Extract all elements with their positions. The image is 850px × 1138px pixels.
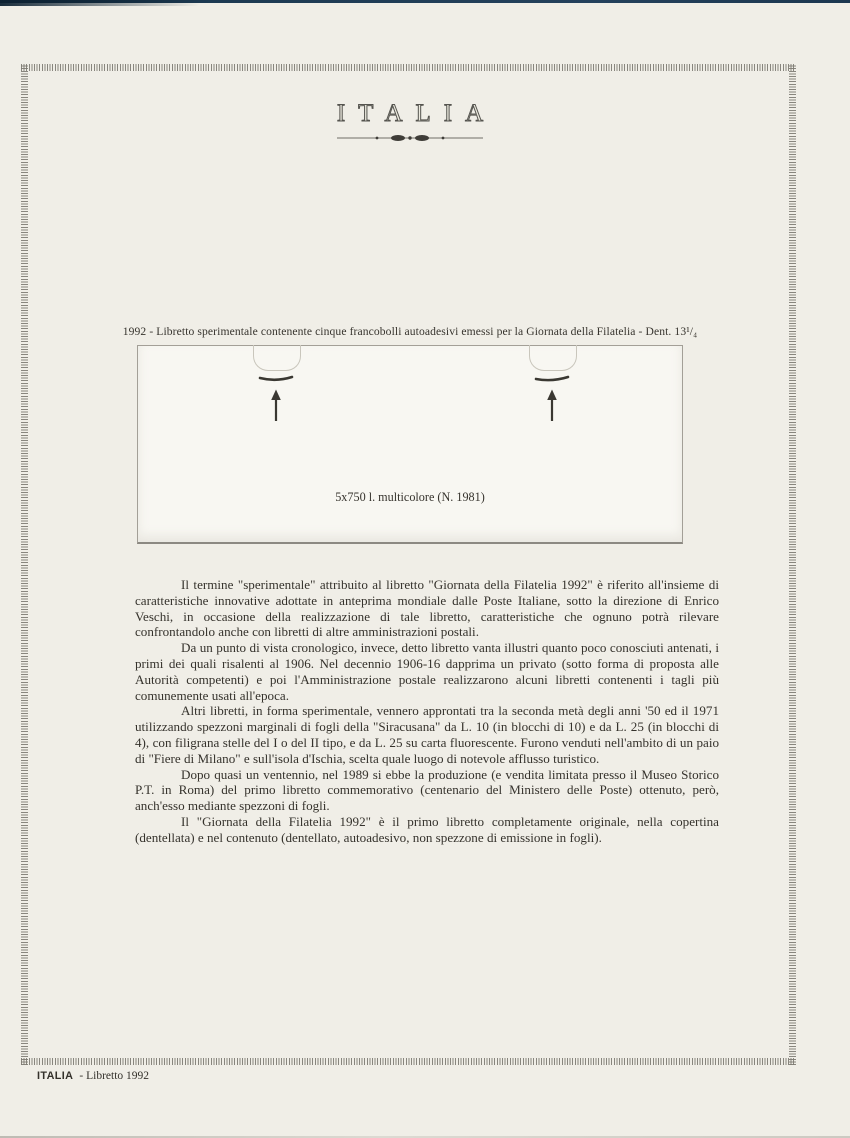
page-header xyxy=(110,100,710,144)
perforated-border-bottom xyxy=(21,1058,796,1065)
arrow-up-icon xyxy=(268,389,284,423)
article-paragraph: Il termine "sperimentale" attribuito al libretto "Giornata della Filatelia 1992" è riferito all'insieme di caratteristiche innovative adottate in anteprima mondiale dalle Poste Italiane, sotto la direzione di Enrico Veschi, in occasione della realizzazione di tale libretto, caratteristiche che ognuno potrà rilevare confrontandolo anche con libretti di altre amministrazioni postali. xyxy=(135,577,719,640)
arrow-up-icon xyxy=(544,389,560,423)
curve-mark xyxy=(258,375,294,384)
mount-notch xyxy=(253,345,301,371)
perforated-border-left xyxy=(21,64,28,1065)
curve-mark xyxy=(534,375,570,384)
scan-edge-artifact-wedge xyxy=(0,0,200,6)
footer-label: - Libretto 1992 xyxy=(79,1070,150,1082)
footer-brand: ITALIA xyxy=(37,1070,74,1082)
page-title: ITALIA xyxy=(336,100,497,127)
article-paragraph: Dopo quasi un ventennio, nel 1989 si ebbe la produzione (e vendita limitata presso il Museo Storico P.T. in Roma) del primo libretto commemorativo (centenario del Ministero delle Poste) ottenuto, però, anch'esso mediante spezzoni di fogli. xyxy=(135,766,719,814)
perforated-border-right xyxy=(789,64,796,1065)
stamp-mount-box xyxy=(137,345,683,544)
article-paragraph: Da un punto di vista cronologico, invece, detto libretto vanta illustri quanto poco conosciuti antenati, i primi dei quali risalenti al 1906. Nel decennio 1906-16 dapprima un privato (sotto forma di proposta alle Autorità competenti) e poi l'Amministrazione postale realizzarono alcuni libretti contenenti i tagli più comunemente usati all'epoca. xyxy=(135,640,719,703)
article-paragraph: Altri libretti, in forma sperimentale, vennero approntati tra la seconda metà degli anni '50 ed il 1971 utilizzando spezzoni marginali di fogli della "Siracusana" da L. 10 (in blocchi di 10) e da L. 25 (in blocchi di 4), con filigrana stelle del I o del II tipo, e da L. 25 su carta fluorescente. Furono venduti nell'ambito di un paio di "Fiere di Milano" e sull'isola d'Ischia, scelta quale luogo di notevole afflusso turistico. xyxy=(135,703,719,766)
page-footer xyxy=(37,1070,149,1082)
mount-notch xyxy=(529,345,577,371)
plate-caption: 1992 - Libretto sperimentale contenente cinque francobolli autoadesivi emessi per la Giornata della Filatelia - Dent. 13¹/₄ xyxy=(122,325,698,338)
stamp-description: 5x750 l. multicolore (N. 1981) xyxy=(335,490,485,504)
article-paragraph: Il "Giornata della Filatelia 1992" è il primo libretto completamente originale, nella copertina (dentellata) e nel contenuto (dentellato, autoadesivo, non spezzone di emissione in fogli). xyxy=(135,813,719,845)
article-text xyxy=(135,577,719,846)
perforated-border-top xyxy=(21,64,796,71)
ornament-divider-icon xyxy=(335,132,485,144)
